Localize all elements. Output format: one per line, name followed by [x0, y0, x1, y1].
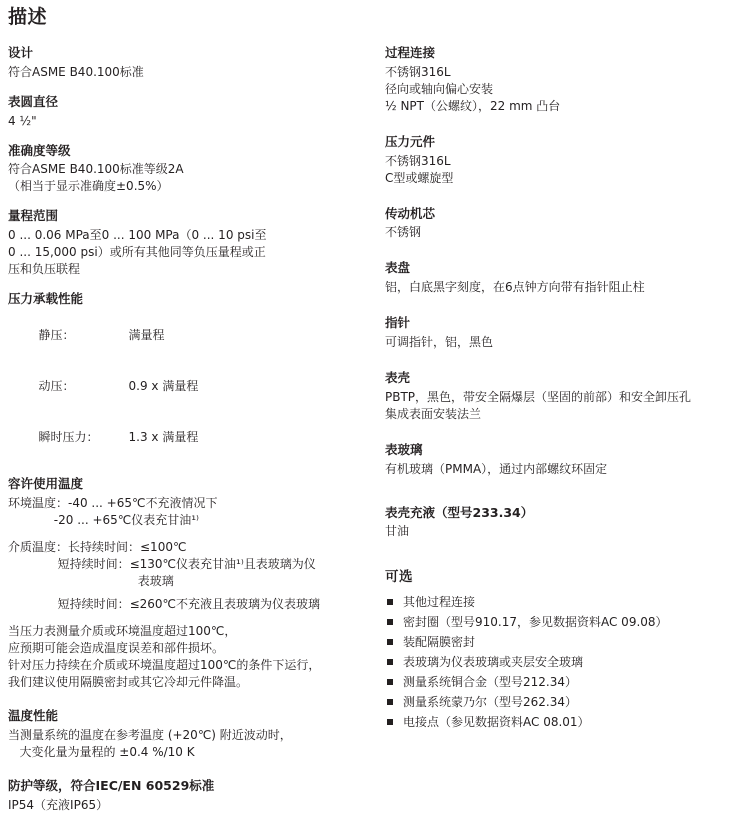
- list-item: [385, 634, 745, 651]
- section-fill-fluid: [385, 504, 745, 541]
- section-range-line-2: 压和负压联程: [8, 262, 81, 277]
- section-process-connection: [385, 44, 745, 115]
- section-temp-effect: [8, 707, 363, 761]
- section-protection-title: 防护等级，符合IEC/EN 60529标准: [8, 778, 215, 794]
- pressure-limit-value-2: 1.3 x 满量程: [128, 430, 199, 445]
- square-bullet-icon: [387, 639, 393, 645]
- square-bullet-icon: [387, 599, 393, 605]
- medium-temp-line-1: 短持续时间：≤130℃仪表充甘油¹⁾且表玻璃为仪: [8, 557, 316, 572]
- list-item: [385, 714, 745, 731]
- medium-temp-line-3: 短持续时间：≤260℃不充液且表玻璃为仪表玻璃: [8, 597, 321, 612]
- process-connection-line-0: 不锈钢316L: [385, 64, 451, 79]
- section-case-title: 表壳: [385, 370, 411, 385]
- section-dial: [385, 259, 745, 296]
- section-dial-size-line-0: 4 ½": [8, 113, 37, 128]
- option-label-5: 测量系统蒙乃尔（型号262.34）: [403, 694, 577, 709]
- section-options: [385, 568, 745, 730]
- section-dial-size: [8, 93, 363, 130]
- table-row: [8, 310, 363, 361]
- fill-fluid-line-0: 甘油: [385, 524, 410, 539]
- medium-temp-line-2: 表玻璃: [8, 574, 174, 589]
- pressure-limit-value-0: 满量程: [128, 328, 165, 342]
- option-label-1: 密封圈（型号910.17，参见数据资料AC 09.08）: [403, 614, 668, 629]
- section-window: [385, 441, 745, 478]
- list-item: [385, 674, 745, 691]
- case-line-1: 集成表面安装法兰: [385, 406, 482, 421]
- section-design-title: 设计: [8, 45, 34, 60]
- section-pressure-element-title: 压力元件: [385, 133, 436, 149]
- list-item: [385, 654, 745, 671]
- pressure-element-line-1: C型或螺旋型: [385, 170, 454, 185]
- section-pressure-limit: [8, 290, 363, 463]
- table-row: [8, 361, 363, 412]
- option-label-4: 测量系统铜合金（型号212.34）: [403, 674, 577, 689]
- pressure-limit-label-1: 动压：: [38, 379, 75, 394]
- section-accuracy-line-1: （相当于显示准确度±0.5%）: [8, 179, 169, 194]
- pressure-limit-label-0: 静压：: [38, 328, 75, 342]
- option-label-3: 表玻璃为仪表玻璃或夹层安全玻璃: [403, 654, 584, 669]
- section-design: [8, 44, 363, 81]
- ambient-temp-line-0: 环境温度：-40 ... +65℃不充液情况下: [8, 496, 218, 510]
- dial-line-0: 铝，白底黑字刻度，在6点钟方向带有指针阻止柱: [385, 280, 645, 295]
- section-window-title: 表玻璃: [385, 441, 423, 457]
- section-pressure-limit-title: 压力承载性能: [8, 291, 84, 307]
- pressure-element-line-0: 不锈钢316L: [385, 153, 451, 168]
- section-range-line-0: 0 ... 0.06 MPa至0 ... 100 MPa（0 ... 10 psi至: [8, 228, 267, 243]
- section-fill-fluid-title: 表壳充液（型号233.34）: [385, 504, 534, 520]
- section-accuracy-title: 准确度等级: [8, 142, 71, 158]
- movement-line-0: 不锈钢: [385, 225, 422, 240]
- square-bullet-icon: [387, 699, 393, 705]
- window-line-0: 有机玻璃（PMMA），通过内部螺纹环固定: [385, 461, 608, 476]
- section-accuracy: [8, 142, 363, 196]
- medium-temp-line-0: 介质温度：长持续时间：≤100℃: [8, 540, 187, 555]
- temperature-note-line-0: 当压力表测量介质或环境温度超过100℃，: [8, 624, 237, 639]
- section-range: [8, 207, 363, 278]
- section-case: [385, 369, 745, 423]
- section-pointer: [385, 314, 745, 351]
- case-line-0: PBTP，黑色，带安全隔爆层（坚固的前部）和安全卸压孔: [385, 389, 692, 404]
- table-row: [8, 412, 363, 463]
- section-movement-title: 传动机芯: [385, 205, 436, 221]
- option-label-6: 电接点（参见数据资料AC 08.01）: [403, 714, 590, 729]
- list-item: [385, 614, 745, 631]
- process-connection-line-1: 径向或轴向偏心安装: [385, 81, 494, 96]
- page-title: 描述: [8, 6, 48, 28]
- temperature-note-line-1: 应预期可能会造成温度误差和部件损坏。: [8, 641, 225, 656]
- section-pointer-title: 指针: [385, 315, 411, 331]
- right-column: [385, 44, 745, 743]
- section-accuracy-line-0: 符合ASME B40.100标准等级2A: [8, 162, 184, 177]
- section-range-line-1: 0 ... 15,000 psi）或所有其他同等负压量程或正: [8, 245, 266, 260]
- pressure-limit-label-2: 瞬时压力：: [38, 430, 99, 445]
- section-temp-effect-title: 温度性能: [8, 708, 59, 724]
- square-bullet-icon: [387, 619, 393, 625]
- section-temp-effect-line-0: 当测量系统的温度在参考温度 (+20℃) 附近波动时，: [8, 728, 292, 743]
- square-bullet-icon: [387, 679, 393, 685]
- list-item: [385, 594, 745, 611]
- section-dial-title: 表盘: [385, 260, 411, 276]
- left-column: [8, 44, 363, 826]
- section-temperature: [8, 475, 363, 691]
- section-temp-effect-line-1: 大变化量为量程的 ±0.4 %/10 K: [8, 745, 195, 760]
- section-dial-size-title: 表圆直径: [8, 93, 59, 109]
- option-label-0: 其他过程连接: [403, 594, 476, 609]
- section-process-connection-title: 过程连接: [385, 45, 436, 60]
- section-protection-line-0: IP54（充液IP65）: [8, 797, 109, 812]
- option-label-2: 装配隔膜密封: [403, 634, 476, 649]
- section-options-title: 可选: [385, 569, 413, 586]
- temperature-note-line-3: 我们建议使用隔膜密封或其它冷却元件降温。: [8, 675, 249, 690]
- section-protection: [8, 777, 363, 814]
- square-bullet-icon: [387, 719, 393, 725]
- section-design-line-0: 符合ASME B40.100标准: [8, 64, 144, 79]
- square-bullet-icon: [387, 659, 393, 665]
- section-range-title: 量程范围: [8, 208, 59, 224]
- pointer-line-0: 可调指针，铝，黑色: [385, 334, 494, 349]
- list-item: [385, 694, 745, 711]
- section-movement: [385, 205, 745, 242]
- pressure-limit-value-1: 0.9 x 满量程: [128, 379, 199, 394]
- section-pressure-element: [385, 133, 745, 187]
- options-list: [385, 594, 745, 731]
- ambient-temp-line-1: -20 ... +65℃仪表充甘油¹⁾: [8, 513, 200, 528]
- process-connection-line-2: ½ NPT（公螺纹），22 mm 凸台: [385, 98, 561, 113]
- temperature-note-line-2: 针对压力持续在介质或环境温度超过100℃的条件下运行，: [8, 658, 321, 673]
- section-temperature-title: 容许使用温度: [8, 476, 84, 492]
